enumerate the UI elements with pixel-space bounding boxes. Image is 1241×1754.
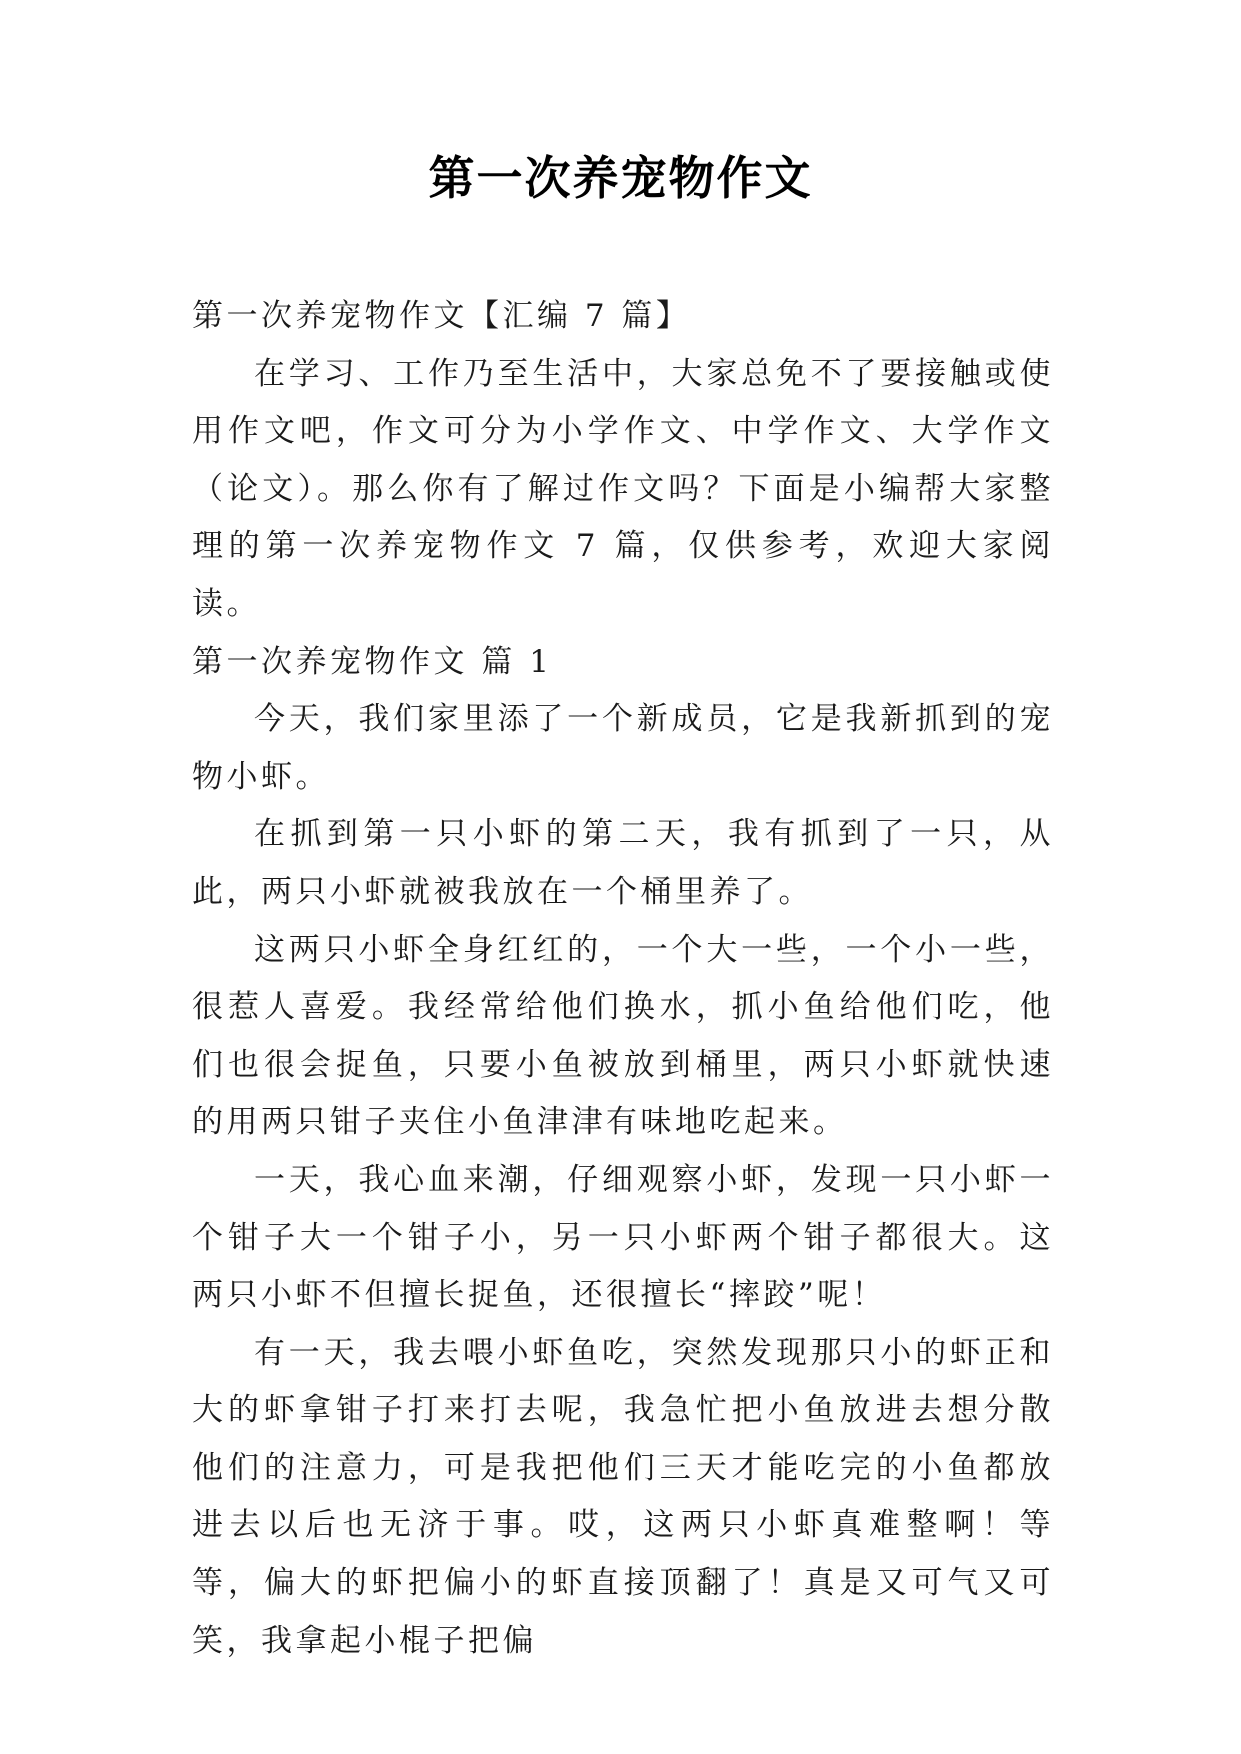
section-heading: 第一次养宠物作文 篇 1 — [192, 643, 553, 680]
body-paragraph: 一天，我心血来潮，仔细观察小虾，发现一只小虾一个钳子大一个钳子小，另一只小虾两个钳子都很大。这两只小虾不但擅长捉鱼，还很擅长“摔跤”呢！ — [192, 1161, 1054, 1314]
body-paragraph: 有一天，我去喂小虾鱼吃，突然发现那只小的虾正和大的虾拿钳子打来打去呢，我急忙把小鱼放进去想分散他们的注意力，可是我把他们三天才能吃完的小鱼都放进去以后也无济于事。哎，这两只小虾真难整啊！等等，偏大的虾把偏小的虾直接顶翻了！真是又可气又可笑，我拿起小棍子把偏 — [192, 1334, 1054, 1659]
document-title: 第一次养宠物作文 — [428, 151, 813, 205]
intro-paragraph: 在学习、工作乃至生活中，大家总免不了要接触或使用作文吧，作文可分为小学作文、中学作文、大学作文（论文）。那么你有了解过作文吗？下面是小编帮大家整理的第一次养宠物作文 7 篇，仅供参考，欢迎大家阅读。 — [192, 355, 1054, 622]
body-paragraph: 今天，我们家里添了一个新成员，它是我新抓到的宠物小虾。 — [192, 701, 1054, 795]
document-subtitle: 第一次养宠物作文【汇编 7 篇】 — [192, 298, 691, 334]
body-paragraph: 在抓到第一只小虾的第二天，我有抓到了一只，从此，两只小虾就被我放在一个桶里养了。 — [192, 816, 1054, 910]
body-paragraph: 这两只小虾全身红红的，一个大一些，一个小一些，很惹人喜爱。我经常给他们换水，抓小鱼给他们吃，他们也很会捉鱼，只要小鱼被放到桶里，两只小虾就快速的用两只钳子夹住小鱼津津有味地吃起来。 — [192, 931, 1054, 1141]
document-body — [192, 288, 1054, 1670]
